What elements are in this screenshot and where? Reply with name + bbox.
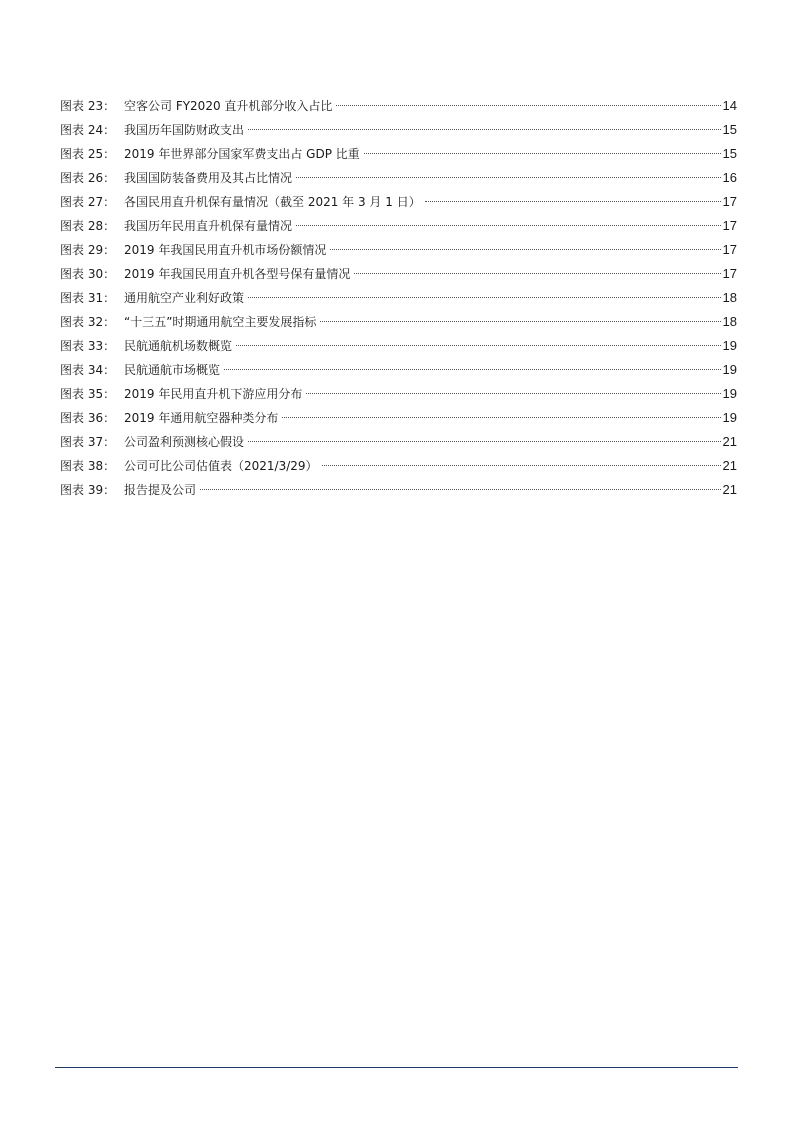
toc-entry[interactable] (60, 430, 737, 454)
toc-entry-page[interactable]: 19 (722, 410, 737, 425)
toc-entry-label: 图表 37： (60, 435, 116, 449)
toc-leader-dots (248, 129, 721, 130)
toc-entry-title[interactable]: 我国国防装备费用及其占比情况 (124, 171, 293, 185)
toc-leader-dots (248, 297, 721, 298)
toc-entry-label: 图表 31： (60, 291, 116, 305)
toc-entry[interactable] (60, 118, 737, 142)
toc-entry-label: 图表 25： (60, 147, 116, 161)
toc-leader-dots (236, 345, 721, 346)
toc-leader-dots (224, 369, 721, 370)
toc-entry-page[interactable]: 15 (722, 146, 737, 161)
toc-entry-page[interactable]: 21 (722, 434, 737, 449)
toc-entry-page[interactable]: 21 (722, 482, 737, 497)
toc-entry-page[interactable]: 15 (722, 122, 737, 137)
toc-entry-page[interactable]: 17 (722, 266, 737, 281)
toc-entry-page[interactable]: 14 (722, 98, 737, 113)
toc-entry-page[interactable]: 18 (722, 290, 737, 305)
toc-leader-dots (320, 321, 720, 322)
toc-entry-page[interactable]: 17 (722, 194, 737, 209)
toc-leader-dots (354, 273, 720, 274)
toc-entry-page[interactable]: 19 (722, 386, 737, 401)
toc-entry-label: 图表 32： (60, 315, 116, 329)
toc-entry-title[interactable]: 2019 年民用直升机下游应用分布 (124, 387, 303, 401)
toc-leader-dots (306, 393, 720, 394)
toc-entry-label: 图表 35： (60, 387, 116, 401)
toc-entry-page[interactable]: 17 (722, 218, 737, 233)
toc-leader-dots (336, 105, 720, 106)
toc-entry[interactable] (60, 310, 737, 334)
toc-entry[interactable] (60, 238, 737, 262)
toc-entry[interactable] (60, 382, 737, 406)
toc-entry-title[interactable]: 我国历年国防财政支出 (124, 123, 245, 137)
toc-leader-dots (425, 201, 721, 202)
toc-entry[interactable] (60, 166, 737, 190)
toc-entry-page[interactable]: 19 (722, 338, 737, 353)
toc-entry[interactable] (60, 286, 737, 310)
toc-leader-dots (296, 177, 721, 178)
toc-leader-dots (364, 153, 721, 154)
toc-entry-page[interactable]: 16 (722, 170, 737, 185)
toc-entry[interactable] (60, 190, 737, 214)
toc-entry-title[interactable]: 公司可比公司估值表（2021/3/29） (124, 459, 318, 473)
toc-entry-label: 图表 23： (60, 99, 116, 113)
table-of-figures (60, 94, 737, 502)
toc-entry-page[interactable]: 21 (722, 458, 737, 473)
toc-leader-dots (282, 417, 720, 418)
toc-entry-page[interactable]: 17 (722, 242, 737, 257)
toc-entry-title[interactable]: 2019 年我国民用直升机各型号保有量情况 (124, 267, 351, 281)
toc-entry-label: 图表 24： (60, 123, 116, 137)
toc-leader-dots (296, 225, 721, 226)
toc-entry-title[interactable]: 2019 年世界部分国家军费支出占 GDP 比重 (124, 147, 360, 161)
toc-entry-title[interactable]: 各国民用直升机保有量情况（截至 2021 年 3 月 1 日） (124, 195, 421, 209)
toc-entry-title[interactable]: 报告提及公司 (124, 483, 197, 497)
toc-entry-title[interactable]: 民航通航机场数概览 (124, 339, 233, 353)
toc-entry[interactable] (60, 454, 737, 478)
toc-entry-title[interactable]: 公司盈利预测核心假设 (124, 435, 245, 449)
footer-rule (55, 1067, 738, 1068)
toc-entry[interactable] (60, 214, 737, 238)
toc-entry-label: 图表 34： (60, 363, 116, 377)
toc-entry-label: 图表 27： (60, 195, 116, 209)
toc-entry-label: 图表 26： (60, 171, 116, 185)
toc-entry-title[interactable]: 空客公司 FY2020 直升机部分收入占比 (124, 99, 333, 113)
toc-entry-page[interactable]: 19 (722, 362, 737, 377)
toc-entry-title[interactable]: “十三五”时期通用航空主要发展指标 (124, 315, 317, 329)
toc-entry-title[interactable]: 民航通航市场概览 (124, 363, 221, 377)
toc-entry[interactable] (60, 478, 737, 502)
toc-leader-dots (200, 489, 721, 490)
toc-entry[interactable] (60, 142, 737, 166)
toc-entry-label: 图表 39： (60, 483, 116, 497)
toc-entry[interactable] (60, 94, 737, 118)
toc-entry-label: 图表 38： (60, 459, 116, 473)
toc-entry-label: 图表 33： (60, 339, 116, 353)
toc-leader-dots (248, 441, 721, 442)
toc-entry-title[interactable]: 2019 年我国民用直升机市场份额情况 (124, 243, 327, 257)
toc-entry-label: 图表 30： (60, 267, 116, 281)
toc-entry-label: 图表 29： (60, 243, 116, 257)
toc-entry[interactable] (60, 406, 737, 430)
toc-entry-label: 图表 36： (60, 411, 116, 425)
toc-entry-title[interactable]: 我国历年民用直升机保有量情况 (124, 219, 293, 233)
toc-leader-dots (322, 465, 721, 466)
toc-entry-page[interactable]: 18 (722, 314, 737, 329)
toc-entry-label: 图表 28： (60, 219, 116, 233)
toc-entry[interactable] (60, 358, 737, 382)
toc-entry[interactable] (60, 262, 737, 286)
toc-entry-title[interactable]: 2019 年通用航空器种类分布 (124, 411, 279, 425)
toc-entry[interactable] (60, 334, 737, 358)
toc-entry-title[interactable]: 通用航空产业利好政策 (124, 291, 245, 305)
toc-leader-dots (330, 249, 720, 250)
